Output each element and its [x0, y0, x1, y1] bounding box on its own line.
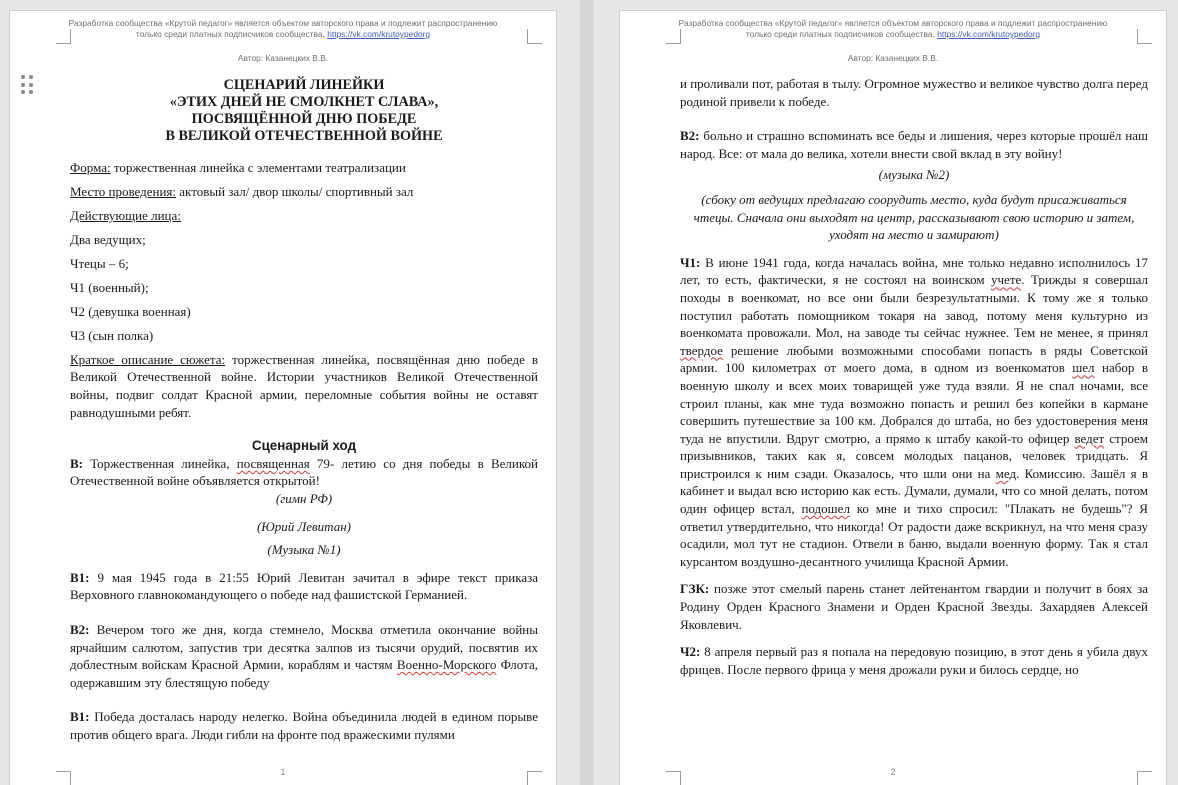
- v2-text-part: Флота, одержавшим эту блестящую победу: [70, 657, 538, 690]
- page-number: 2: [890, 767, 896, 777]
- copyright-line-2: только среди платных подписчиков сообщества.: [745, 29, 935, 39]
- spellcheck-word: шел: [1072, 360, 1095, 376]
- title-line-2: «ЭТИХ ДНЕЙ НЕ СМОЛКНЕТ СЛАВА»,: [169, 94, 439, 110]
- cast-item-5: Ч3 (сын полка): [70, 327, 154, 343]
- title-line-1: СЦЕНАРИЙ ЛИНЕЙКИ: [223, 77, 385, 93]
- levitan-note: (Юрий Левитан): [256, 518, 352, 534]
- v2-text: больно и страшно вспоминать все беды и лишения, через которые прошёл наш народ. Все: от мала до велика, хотели внести свой вклад в эту войну!: [680, 128, 1148, 161]
- copyright-header: [620, 18, 1166, 40]
- ch1-text-part: . Трижды я совершал походы в военкомат, но все они были безрезультатными. К тому же я только поступил работать помощником токаря на завод, потому меня культурно из военкомата провожали. Мол, на заводе ты сейчас нужнее. Тем не менее, я принял: [680, 272, 1148, 341]
- ch2-label: Ч2:: [680, 644, 701, 660]
- copyright-line-1: Разработка сообщества «Крутой педагог» является объектом авторского права и подлежит распространению: [68, 18, 498, 28]
- gzk-text: позже этот смелый парень станет лейтенантом гвардии и получит в боях за Родину Орден Красного Знамени и Орден Красной Звезды. Захардяев Алексей Яковлевич.: [680, 581, 1148, 632]
- host-text-part: Торжественная линейка,: [83, 455, 237, 471]
- summary-text: торжественная линейка, посвящённая дню победе в Великой Отечественной войне. Истории участников Великой Отечественной войны, подвиг солдат Красной армии, переломные события войны не оставят равнодушными ребят.: [70, 351, 538, 420]
- page-1-body[interactable]: [70, 75, 538, 744]
- mesto-text: актовый зал/ двор школы/ спортивный зал: [176, 183, 414, 199]
- ch1-text-part: строем призывников, таких как я, совсем молодых пацанов, человек тридцать. Я пристроился к ним сзади. Оказалось, что шли они на: [680, 430, 1149, 481]
- title-line-4: В ВЕЛИКОЙ ОТЕЧЕСТВЕННОЙ ВОЙНЕ: [165, 128, 443, 144]
- v1b-paragraph: [70, 708, 538, 743]
- music-1-note: (Музыка №1): [267, 542, 341, 558]
- document-page-2[interactable]: [620, 11, 1166, 785]
- ch1-text-part: ко мне и тихо спросил: "Плакать не будешь"? Я ответил утвердительно, что никогда! От радости даже вскрикнул, на что меня сразу осадили, мол тут не стадион. Отвели в баню, выдали военную форму. Так я стал курсантом воздушно-десантного училища Красной Армии.: [680, 501, 1148, 569]
- ch1-text-part: набор в военную школу и всех моих товарищей уже туда взяли. Я не спал ночами, все строил планы, как мне туда возможно попасть и решил без копейки в кармане совершить путешествие за 100 км. Добрался до штаба, но без удостоверения меня туда не впустили. Вдруг смотрю, а прямо к штабу какой-то офицер: [680, 360, 1149, 446]
- spellcheck-word: учете: [991, 272, 1022, 288]
- v1-paragraph: [70, 569, 538, 604]
- v2-text-part: Вечером того же дня, когда стемнело, Москва отметила окончание войны ярчайшим салютом, запустив три десятка залпов из тысячи орудий, посвятив их доблестным войскам Красной Армии, кораблям и частям: [70, 622, 538, 673]
- cast-item-2: Чтецы – 6;: [70, 255, 129, 271]
- mesto-label: Место проведения:: [70, 183, 177, 199]
- spellcheck-word: твердое: [680, 342, 723, 358]
- ch2-text: 8 апреля первый раз я попала на передовую позицию, в этот день я убила двух фрицев. После первого фрица у меня дрожали руки и билось сердце, но: [680, 644, 1148, 677]
- v2-label: В2:: [70, 622, 90, 637]
- pages-divider: [580, 0, 594, 785]
- cast-item-3: Ч1 (военный);: [70, 279, 149, 295]
- v2-paragraph: [70, 621, 538, 691]
- ch2-paragraph: [680, 643, 1148, 678]
- ch1-paragraph: [680, 254, 1148, 571]
- gzk-label: ГЗК:: [680, 581, 710, 597]
- spellcheck-word: Военно-Морского: [396, 657, 497, 673]
- v1-text: 9 мая 1945 года в 21:55 Юрий Левитан зачитал в эфире текст приказа Верховного главнокомандующего о победе над фашистской Германией.: [70, 569, 538, 603]
- forma-text: торжественная линейка с элементами театрализации: [110, 160, 406, 175]
- page-2-body[interactable]: [680, 75, 1148, 678]
- community-link[interactable]: https://vk.com/krutoypedorg: [937, 29, 1041, 39]
- title-line-3: ПОСВЯЩЁННОЙ ДНЮ ПОБЕДЕ: [191, 111, 417, 127]
- forma-label: Форма:: [70, 160, 111, 175]
- cast-item-1: Два ведущих;: [70, 231, 146, 247]
- page-number: 1: [280, 767, 286, 777]
- summary-paragraph: [70, 351, 538, 421]
- v2-label: В2:: [680, 128, 700, 144]
- host-text-part: 79- летию со дня победы в Великой Отечественной войне объявляется открытой!: [70, 455, 538, 489]
- summary-label: Краткое описание сюжета:: [70, 351, 226, 367]
- spellcheck-word: ведет: [1074, 430, 1105, 446]
- gzk-paragraph: [680, 580, 1148, 633]
- continuation-paragraph: и проливали пот, работая в тылу. Огромное мужество и великое чувство долга перед родиной привели к победе.: [680, 76, 1148, 109]
- v2-paragraph: [680, 127, 1148, 162]
- copyright-line-2: только среди платных подписчиков сообщества.: [135, 29, 325, 39]
- v1b-label: В1:: [70, 709, 90, 725]
- v1b-text: Победа досталась народу нелегко. Война объединила людей в едином порыве против общего врага. Люди гибли на фронте под вражескими пулями: [70, 709, 538, 742]
- ch1-label: Ч1:: [680, 254, 701, 270]
- author-line: Автор: Казанецких В.В.: [237, 53, 329, 63]
- author-line: Автор: Казанецких В.В.: [847, 53, 939, 63]
- spellcheck-word: мед: [995, 465, 1017, 481]
- copyright-line-1: Разработка сообщества «Крутой педагог» является объектом авторского права и подлежит распространению: [678, 18, 1108, 28]
- spellcheck-word: посвященная: [236, 455, 310, 471]
- community-link[interactable]: https://vk.com/krutoypedorg: [327, 29, 431, 39]
- forma-line: [70, 159, 538, 177]
- ch1-text-part: В июне 1941 года, когда началась война, мне только недавно исполнилось 17 лет, то есть, фактически, я не состоял на воинском: [680, 254, 1148, 288]
- host-label: В:: [70, 455, 83, 471]
- ch1-text-part: . Комиссию. Зашёл я в кабинет и выдал всю историю как есть. Думали, думали, что со мной делать, потом один офицер встал,: [680, 465, 1148, 517]
- cast-label: Действующие лица:: [70, 207, 181, 223]
- spellcheck-word: подошел: [801, 501, 850, 517]
- v1-label: В1:: [70, 569, 90, 585]
- cast-item-4: Ч2 (девушка военная): [70, 303, 191, 319]
- scenario-heading: Сценарный ход: [251, 438, 357, 454]
- copyright-header: [10, 18, 556, 40]
- music-2-note: (музыка №2): [878, 167, 950, 183]
- stage-direction: (сбоку от ведущих предлагаю соорудить место, куда будут присаживаться чтецы. Сначала они выходят на центр, рассказывают свою историю и затем, уходят на место и замирают): [693, 191, 1135, 243]
- document-page-1[interactable]: [10, 11, 556, 785]
- host-opening: [70, 455, 538, 490]
- anthem-note: (гимн РФ): [275, 491, 333, 507]
- drag-handle-icon[interactable]: [21, 75, 35, 95]
- ch1-text-part: решение любыми возможными способами попасть в ряды Советской армии. 100 километрах от моего дома, в одном из военкоматов: [680, 342, 1148, 376]
- mesto-line: [70, 183, 538, 201]
